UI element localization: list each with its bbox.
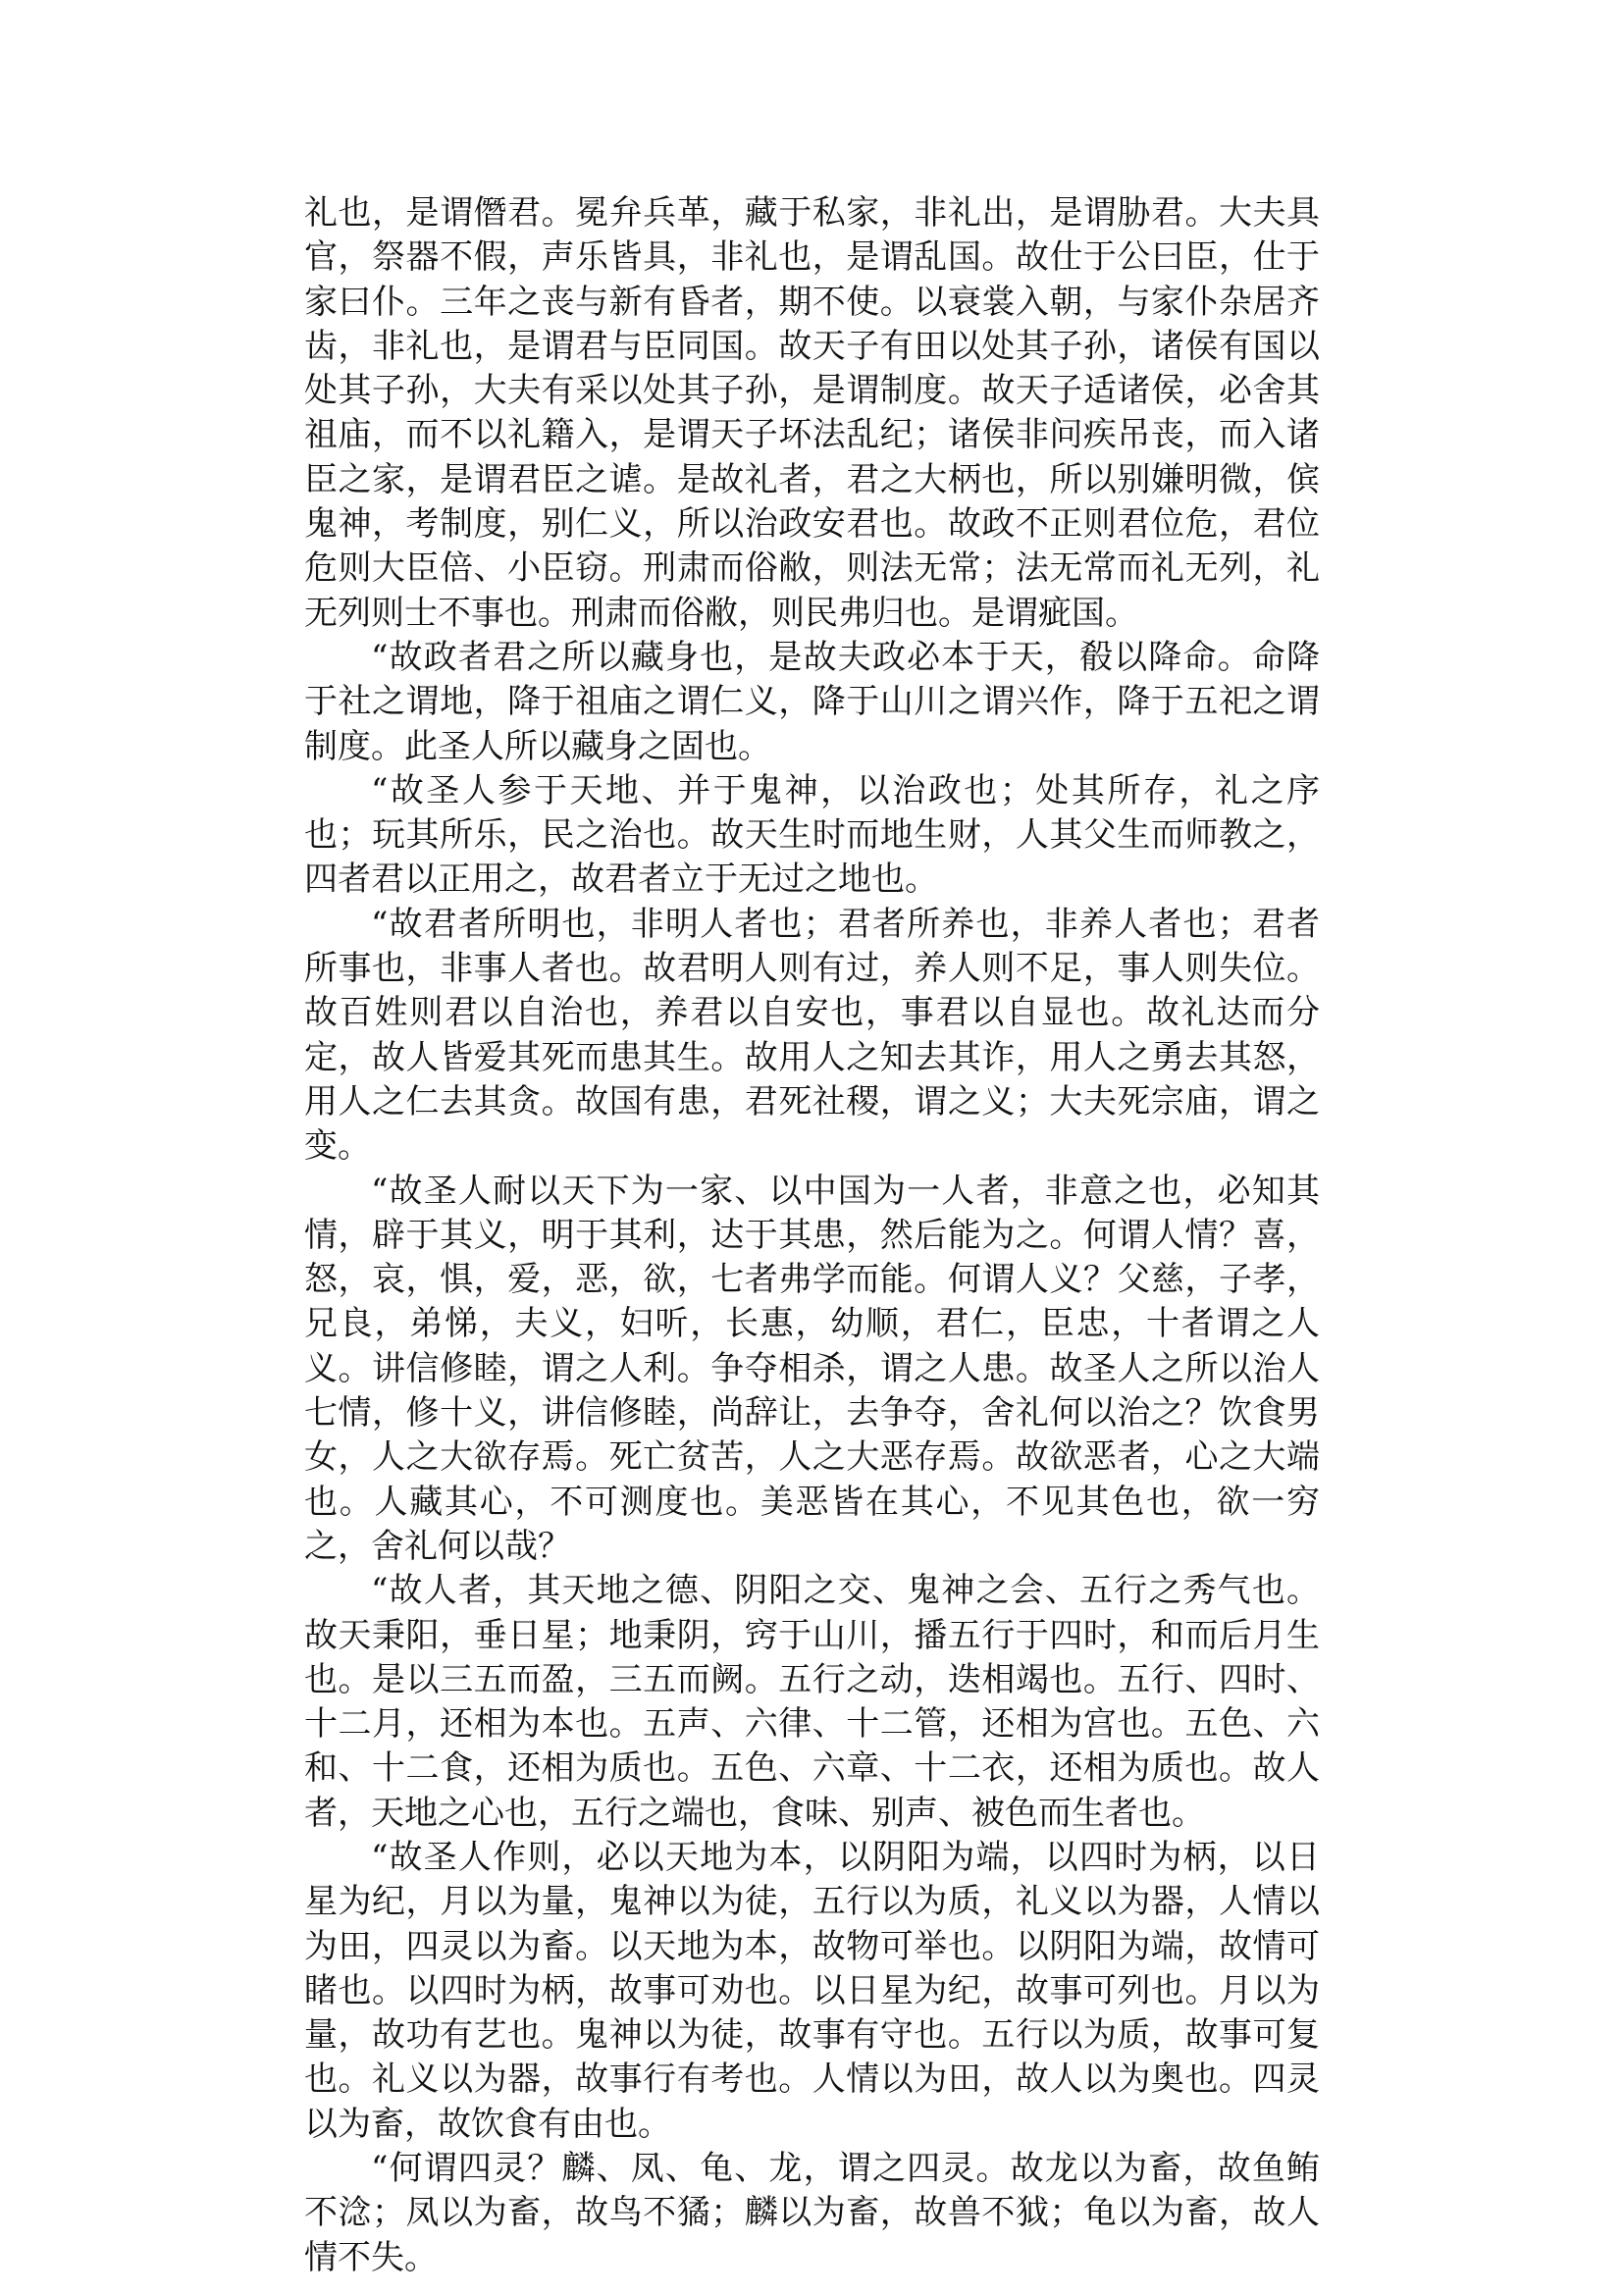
paragraph-8: “何谓四灵？麟、凤、龟、龙，谓之四灵。故龙以为畜，故鱼鲔不淰；凤以为畜，故鸟不獝；麟以为畜，故兽不狘；龟以为畜，故人情不失。 <box>304 2149 1320 2277</box>
paragraph-6: “故人者，其天地之德、阴阳之交、鬼神之会、五行之秀气也。故天秉阳，垂日星；地秉阴，窍于山川，播五行于四时，和而后月生也。是以三五而盈，三五而阙。五行之动，迭相竭也。五行、四时、十二月，还相为本也。五声、六律、十二管，还相为宫也。五色、六和、十二食，还相为质也。五色、六章、十二衣，还相为质也。故人者，天地之心也，五行之端也，食味、别声、被色而生者也。 <box>304 1571 1320 1833</box>
paragraph-4: “故君者所明也，非明人者也；君者所养也，非养人者也；君者所事也，非事人者也。故君明人则有过，养人则不足，事人则失位。故百姓则君以自治也，养君以自安也，事君以自显也。故礼达而分定，故人皆爱其死而患其生。故用人之知去其诈，用人之勇去其怒，用人之仁去其贪。故国有患，君死社稷，谓之义；大夫死宗庙，谓之变。 <box>304 904 1320 1167</box>
paragraph-5: “故圣人耐以天下为一家、以中国为一人者，非意之也，必知其情，辟于其义，明于其利，达于其患，然后能为之。何谓人情？喜，怒，哀，惧，爱，恶，欲，七者弗学而能。何谓人义？父慈，子孝，兄良，弟悌，夫义，妇听，长惠，幼顺，君仁，臣忠，十者谓之人义。讲信修睦，谓之人利。争夺相杀，谓之人患。故圣人之所以治人七情，修十义，讲信修睦，尚辞让，去争夺，舍礼何以治之？饮食男女，人之大欲存焉。死亡贫苦，人之大恶存焉。故欲恶者，心之大端也。人藏其心，不可测度也。美恶皆在其心，不见其色也，欲一穷之，舍礼何以哉？ <box>304 1171 1320 1566</box>
document-page <box>304 191 1320 2280</box>
paragraph-2: “故政者君之所以藏身也，是故夫政必本于天，殽以降命。命降于社之谓地，降于祖庙之谓仁义，降于山川之谓兴作，降于五祀之谓制度。此圣人所以藏身之固也。 <box>304 637 1320 766</box>
paragraph-3: “故圣人参于天地、并于鬼神，以治政也；处其所存，礼之序也；玩其所乐，民之治也。故天生时而地生财，人其父生而师教之，四者君以正用之，故君者立于无过之地也。 <box>304 770 1320 900</box>
paragraph-1: 礼也，是谓僭君。冕弁兵革，藏于私家，非礼出，是谓胁君。大夫具官，祭器不假，声乐皆具，非礼也，是谓乱国。故仕于公曰臣，仕于家曰仆。三年之丧与新有昏者，期不使。以衰裳入朝，与家仆杂居齐齿，非礼也，是谓君与臣同国。故天子有田以处其子孙，诸侯有国以处其子孙，大夫有采以处其子孙，是谓制度。故天子适诸侯，必舍其祖庙，而不以礼籍入，是谓天子坏法乱纪；诸侯非问疾吊丧，而入诸臣之家，是谓君臣之谑。是故礼者，君之大柄也，所以别嫌明微，傧鬼神，考制度，别仁义，所以治政安君也。故政不正则君位危，君位危则大臣倍、小臣窃。刑肃而俗敝，则法无常；法无常而礼无列，礼无列则士不事也。刑肃而俗敝，则民弗归也。是谓疵国。 <box>304 193 1320 633</box>
paragraph-7: “故圣人作则，必以天地为本，以阴阳为端，以四时为柄，以日星为纪，月以为量，鬼神以为徒，五行以为质，礼义以为器，人情以为田，四灵以为畜。以天地为本，故物可举也。以阴阳为端，故情可睹也。以四时为柄，故事可劝也。以日星为纪，故事可列也。月以为量，故功有艺也。鬼神以为徒，故事有守也。五行以为质，故事可复也。礼义以为器，故事行有考也。人情以为田，故人以为奥也。四灵以为畜，故饮食有由也。 <box>304 1837 1320 2144</box>
